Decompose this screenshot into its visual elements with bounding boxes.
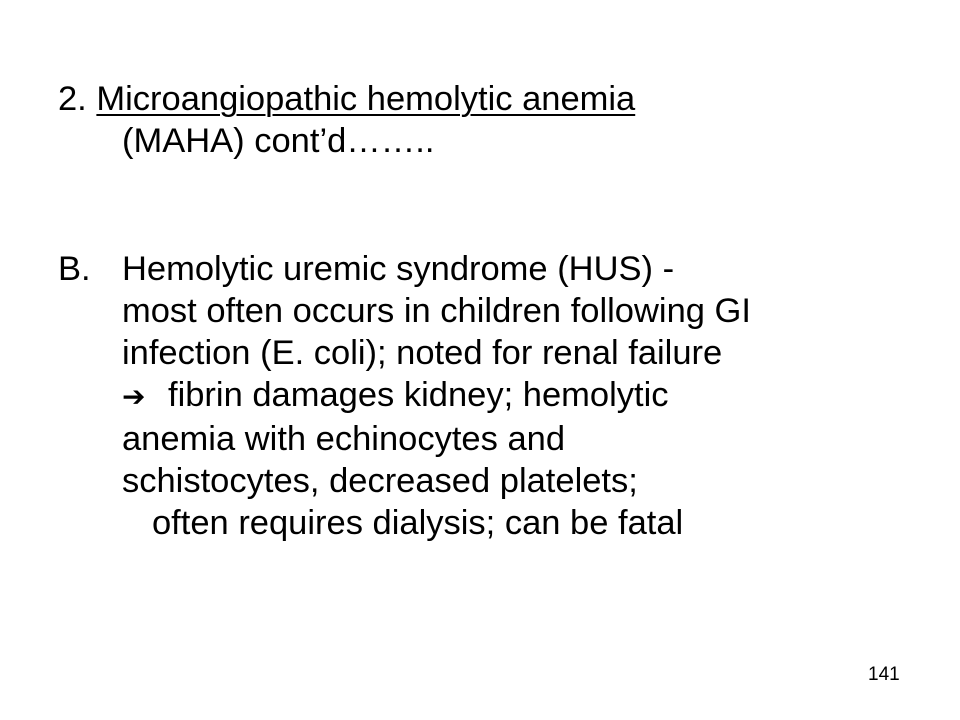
heading-first-line (58, 78, 918, 120)
item-b-line-4 (122, 374, 918, 418)
item-b-line-3: infection (E. coli); noted for renal failure (122, 334, 723, 372)
item-b-line-1: Hemolytic uremic syndrome (HUS) - (122, 250, 675, 288)
heading-text (58, 78, 918, 162)
heading-title: Microangiopathic hemolytic anemia (96, 80, 636, 118)
item-b-line-5: anemia with echinocytes and (122, 420, 566, 458)
item-b (58, 248, 918, 544)
item-b-line-2: most often occurs in children following GI (122, 292, 751, 330)
item-b-text (58, 248, 918, 544)
item-b-first-line (58, 248, 918, 290)
item-b-letter: B. (58, 250, 91, 288)
page-number: 141 (868, 664, 900, 685)
heading-number: 2. (58, 80, 87, 118)
heading-continuation: (MAHA) cont’d…….. (122, 122, 435, 160)
heading-item (58, 78, 918, 162)
item-b-line-7: often requires dialysis; can be fatal (152, 504, 684, 542)
item-b-line-6: schistocytes, decreased platelets; (122, 462, 638, 500)
item-b-line-4-text: fibrin damages kidney; hemolytic (168, 376, 669, 414)
right-arrow-icon: ➔ (122, 380, 146, 413)
